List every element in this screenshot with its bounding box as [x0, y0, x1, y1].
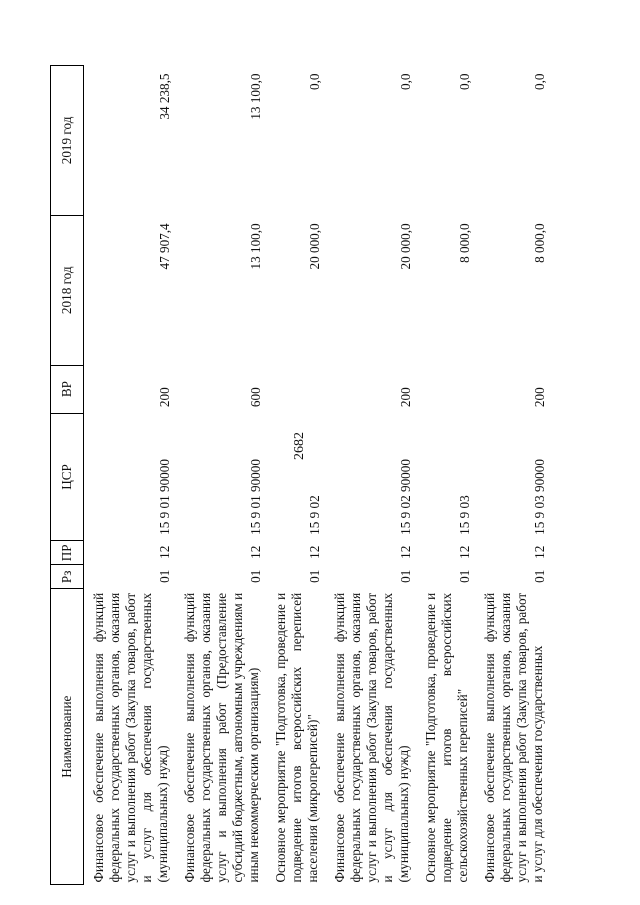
table-row: [475, 66, 550, 885]
header-csr: ЦСР: [51, 413, 84, 541]
page-number: 2682: [292, 432, 307, 460]
row-name: Финансовое обеспечение выполнения функций федеральных государственных органов, оказания услуг и выполнения работ (Предоставление субсидий бюджетным, автономным учреждениям и иным некоммерческим организациям): [182, 592, 261, 883]
row-rz: 01: [532, 569, 547, 583]
row-csr: 15 9 01 90000: [248, 459, 263, 535]
header-row: [51, 66, 84, 885]
row-name: Финансовое обеспечение выполнения функций федеральных государственных органов, оказания услуг и выполнения работ (Закупка товаров, работ и услуг для обеспечения государственных (муниципальных) нужд): [332, 592, 411, 883]
header-2018: 2018 год: [51, 215, 84, 365]
row-vr: 200: [532, 387, 547, 408]
row-pr: 12: [457, 545, 472, 559]
row-name: Финансовое обеспечение выполнения функций федеральных государственных органов, оказания услуг и выполнения работ (Закупка товаров, работ и услуг для обеспечения государственных: [482, 592, 545, 883]
table-row: [84, 66, 176, 885]
row-csr: 15 9 02: [307, 495, 322, 535]
row-2019: 13 100,0: [248, 73, 263, 120]
row-pr: 12: [248, 545, 263, 559]
table-row: [416, 66, 475, 885]
row-2019: 0,0: [398, 73, 413, 90]
row-vr: 600: [248, 387, 263, 408]
row-name: Финансовое обеспечение выполнения функций федеральных государственных органов, оказания услуг и выполнения работ (Закупка товаров, работ и услуг для обеспечения государственных (муниципальных) нужд): [91, 592, 170, 883]
table-row: [325, 66, 416, 885]
row-2018: 20 000,0: [398, 223, 413, 270]
row-2018: 20 000,0: [307, 223, 322, 270]
row-vr: [266, 365, 325, 413]
row-rz: 01: [307, 569, 322, 583]
row-vr: 200: [157, 387, 172, 408]
row-rz: 01: [157, 569, 172, 583]
row-2018: 13 100,0: [248, 223, 263, 270]
row-2019: 0,0: [307, 73, 322, 90]
row-csr: 15 9 03 90000: [532, 459, 547, 535]
row-vr: 200: [398, 387, 413, 408]
row-csr: 15 9 02 90000: [398, 459, 413, 535]
row-2018: 8 000,0: [532, 223, 547, 263]
row-name: Основное мероприятие "Подготовка, проведение и подведение итогов всероссийских сельскохозяйственных переписей": [423, 592, 470, 883]
row-pr: 12: [157, 545, 172, 559]
row-2018: 47 907,4: [157, 223, 172, 270]
header-name: Наименование: [51, 589, 84, 885]
table-row: [266, 66, 325, 885]
row-2019: 0,0: [457, 73, 472, 90]
row-csr: 15 9 03: [457, 495, 472, 535]
row-rz: 01: [248, 569, 263, 583]
budget-table: [50, 65, 550, 885]
row-rz: 01: [457, 569, 472, 583]
row-vr: [416, 365, 475, 413]
table-row: [175, 66, 266, 885]
row-2019: 34 238,5: [157, 73, 172, 120]
header-rz: Рз: [51, 565, 84, 589]
rotated-page-content: [50, 65, 590, 885]
header-vr: ВР: [51, 365, 84, 413]
row-csr: 15 9 01 90000: [157, 459, 172, 535]
row-name: Основное мероприятие "Подготовка, проведение и подведение итогов всероссийских переписей населения (микропереписей)": [273, 592, 320, 883]
row-pr: 12: [398, 545, 413, 559]
row-pr: 12: [307, 545, 322, 559]
row-pr: 12: [532, 545, 547, 559]
header-pr: ПР: [51, 541, 84, 565]
row-rz: 01: [398, 569, 413, 583]
header-2019: 2019 год: [51, 66, 84, 216]
row-2019: 0,0: [532, 73, 547, 90]
row-2018: 8 000,0: [457, 223, 472, 263]
